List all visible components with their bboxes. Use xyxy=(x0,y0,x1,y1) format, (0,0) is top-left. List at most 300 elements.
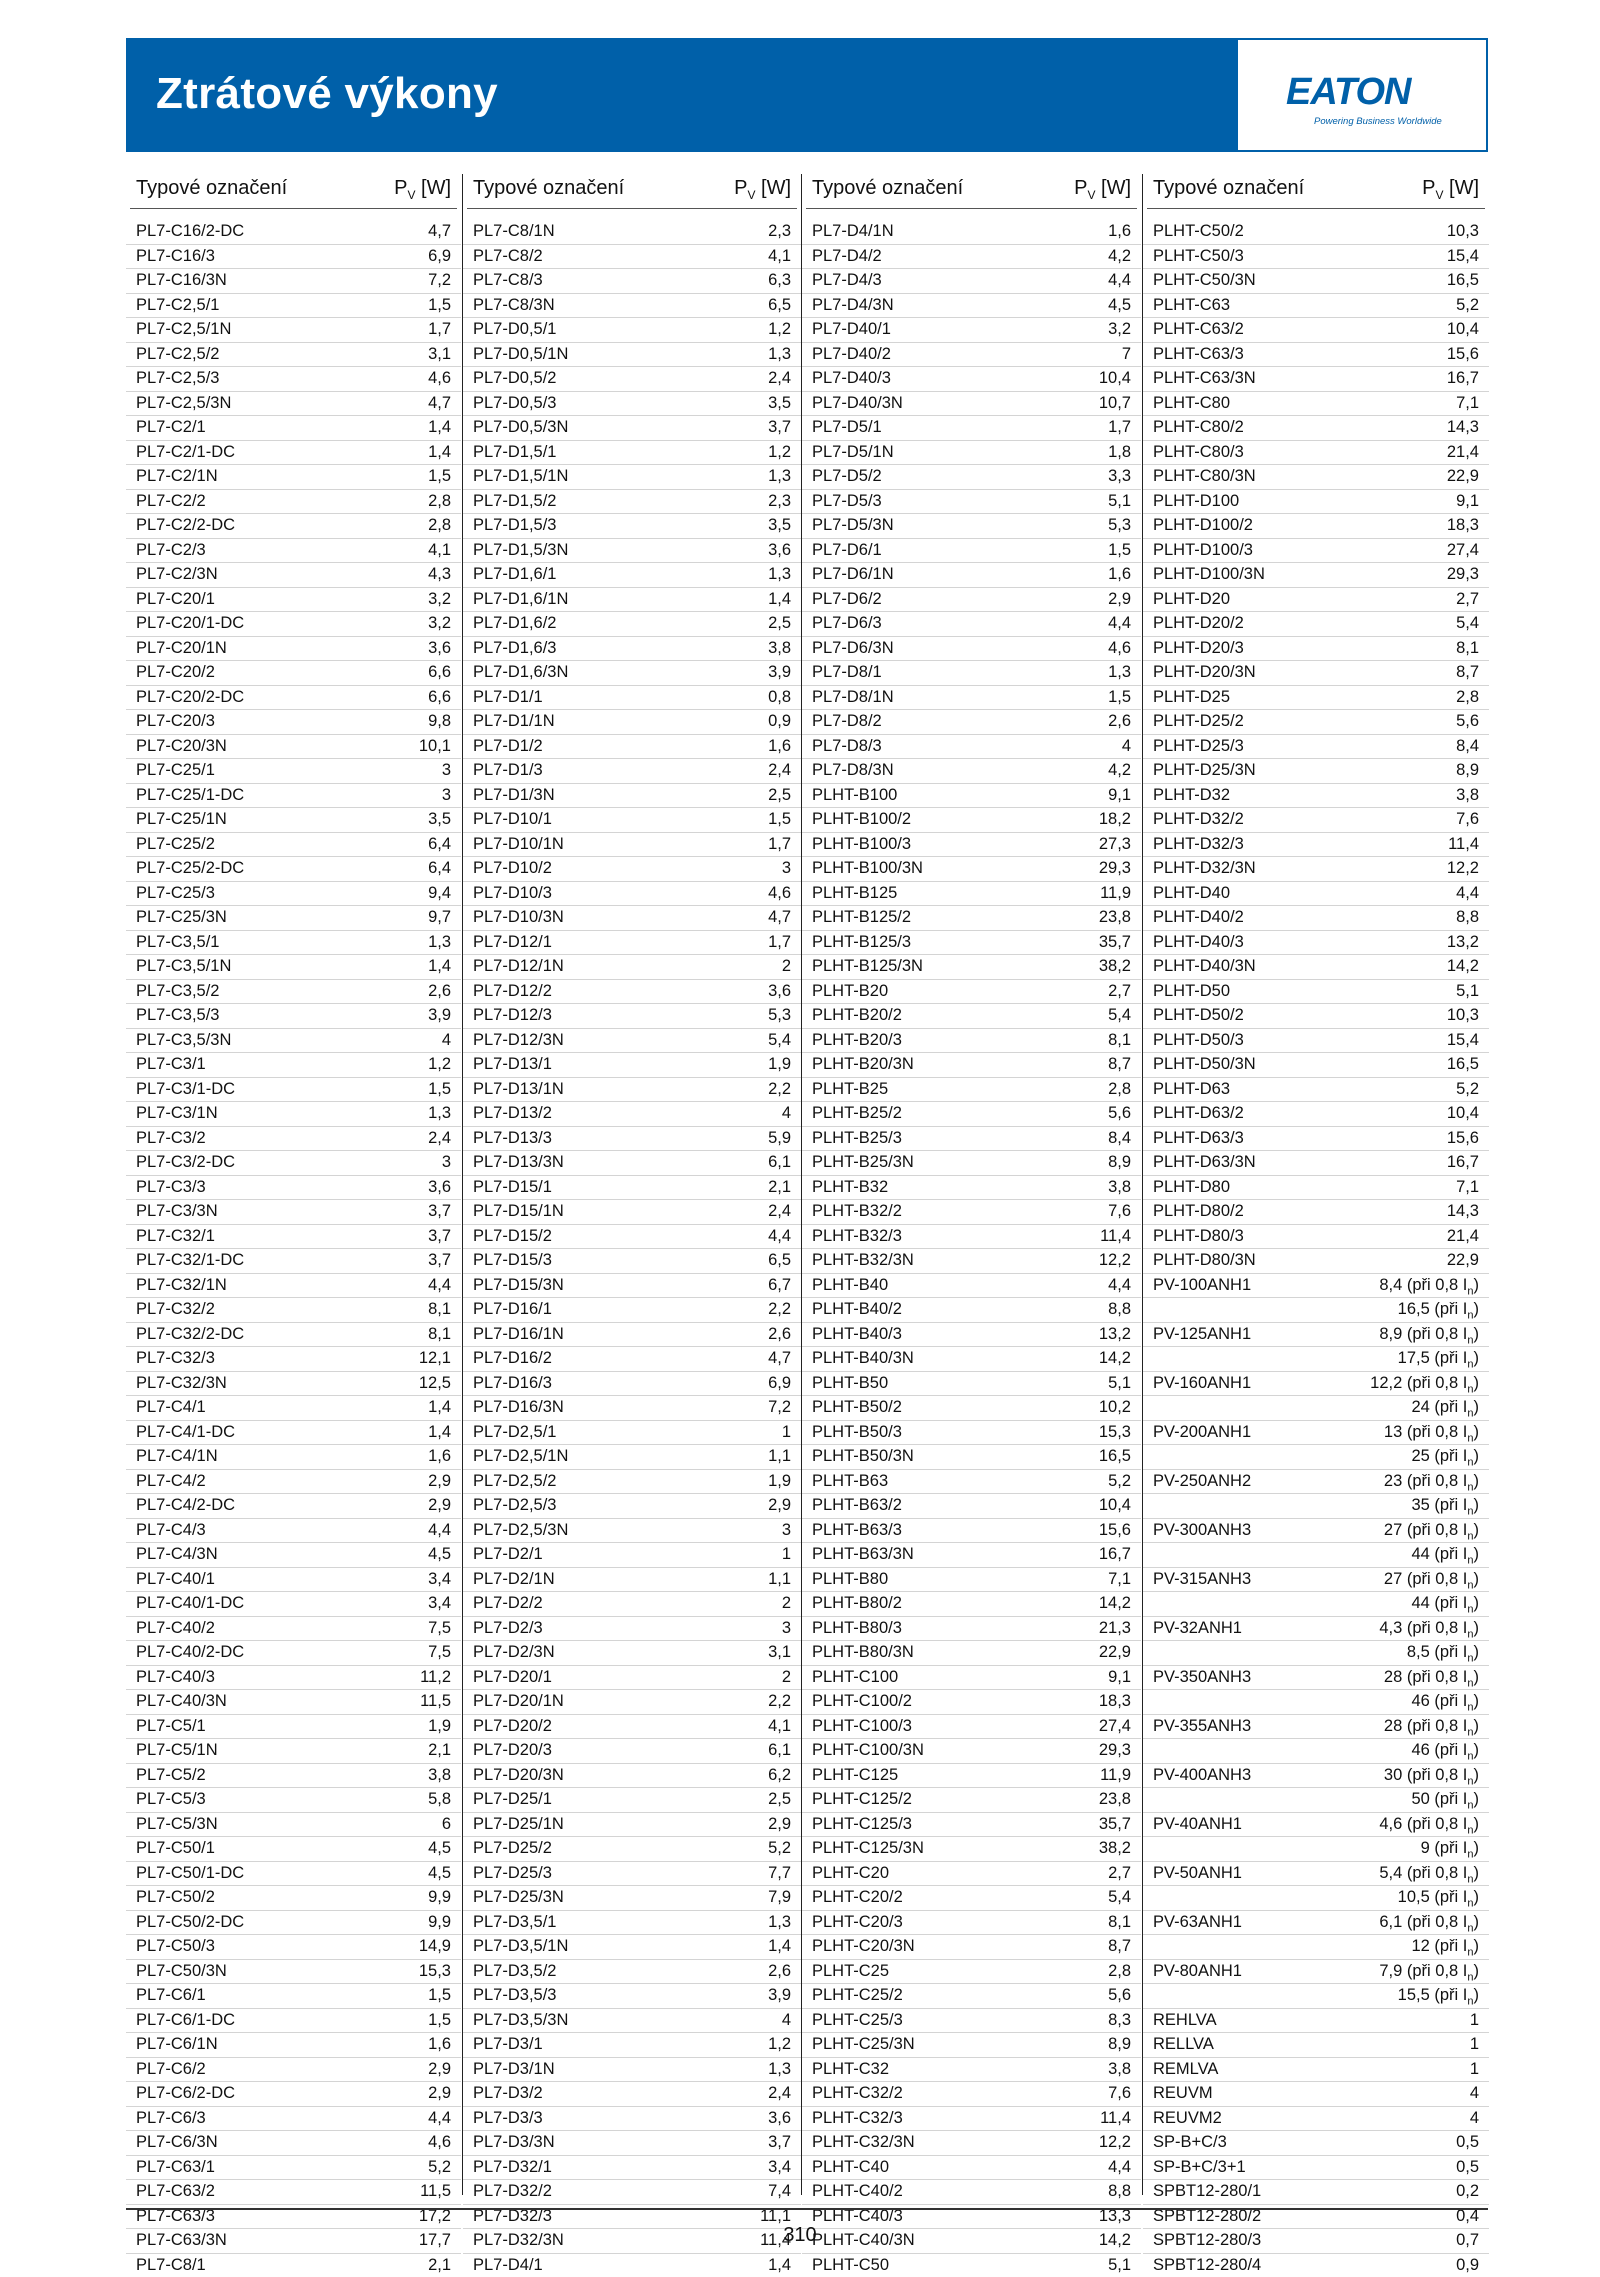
table-row xyxy=(463,783,801,808)
power-value-text: 8,1 xyxy=(1456,639,1479,657)
type-designation: PL7-C3/1N xyxy=(136,1102,218,1125)
table-row xyxy=(1143,1444,1489,1469)
power-value-text: 3,7 xyxy=(768,2133,791,2151)
table-row xyxy=(126,293,461,318)
table-row xyxy=(463,709,801,734)
power-loss-value xyxy=(768,392,791,415)
power-value-text: 7,2 xyxy=(768,1398,791,1416)
closing-paren: ) xyxy=(1474,1521,1480,1539)
header-rule xyxy=(806,208,1137,209)
type-designation: PL7-C50/1 xyxy=(136,1837,215,1860)
type-designation: PL7-D6/2 xyxy=(812,588,882,611)
power-loss-value xyxy=(1456,637,1479,660)
power-value-text: 8,7 xyxy=(1108,1055,1131,1073)
header-power-subscript: V xyxy=(1435,188,1443,202)
current-subscript: n xyxy=(1467,1432,1473,1444)
type-designation: PLHT-D63/3N xyxy=(1153,1151,1256,1174)
type-designation: PL7-C3/1 xyxy=(136,1053,206,1076)
power-loss-value xyxy=(1108,759,1131,782)
table-row xyxy=(126,464,461,489)
power-value-text: 17,5 (při I xyxy=(1398,1349,1468,1367)
type-designation: PL7-D1,6/3 xyxy=(473,637,556,660)
power-loss-value xyxy=(768,1004,791,1027)
type-designation: PL7-C25/1-DC xyxy=(136,784,244,807)
power-loss-value xyxy=(768,343,791,366)
power-value-text: 6,4 xyxy=(428,859,451,877)
type-designation: PL7-D3,5/1N xyxy=(473,1935,568,1958)
type-designation: PL7-D4/1N xyxy=(812,220,894,243)
power-loss-value xyxy=(768,1176,791,1199)
power-value-text: 3,8 xyxy=(1108,2060,1131,2078)
type-designation: PL7-D4/3 xyxy=(812,269,882,292)
power-loss-value xyxy=(428,1396,451,1419)
power-loss-value xyxy=(428,1739,451,1762)
power-loss-value xyxy=(1108,1911,1131,1934)
type-designation: PLHT-D32/3 xyxy=(1153,833,1244,856)
type-designation: PLHT-D63/3 xyxy=(1153,1127,1244,1150)
type-designation: SP-B+C/3 xyxy=(1153,2131,1227,2154)
type-designation: PLHT-C63/3N xyxy=(1153,367,1256,390)
power-value-text: 2,1 xyxy=(428,1741,451,1759)
table-row xyxy=(1143,709,1489,734)
type-designation: PL7-D1,6/1 xyxy=(473,563,556,586)
table-row xyxy=(126,1665,461,1690)
header-power-unit: [W] xyxy=(1443,177,1479,199)
power-value-text: 2,1 xyxy=(768,1178,791,1196)
type-designation: PL7-C5/2 xyxy=(136,1764,206,1787)
power-loss-value xyxy=(1108,2009,1131,2032)
table-row xyxy=(126,1248,461,1273)
table-row xyxy=(802,636,1141,661)
power-loss-value xyxy=(428,1102,451,1125)
power-loss-value xyxy=(1108,1053,1131,1076)
type-designation: PL7-C32/1N xyxy=(136,1274,227,1297)
type-designation: PL7-D12/1 xyxy=(473,931,552,954)
power-value-text: 2,9 xyxy=(428,2060,451,2078)
power-loss-value xyxy=(1108,490,1131,513)
table-row xyxy=(1143,905,1489,930)
table-row xyxy=(126,1028,461,1053)
power-value-text: 9,4 xyxy=(428,884,451,902)
power-value-text: 5,2 xyxy=(1456,1080,1479,1098)
type-designation: PLHT-C32/3 xyxy=(812,2107,903,2130)
type-designation: PLHT-C25 xyxy=(812,1960,889,1983)
power-loss-value xyxy=(428,661,451,684)
power-loss-value xyxy=(428,1837,451,1860)
type-designation: PV-100ANH1 xyxy=(1153,1274,1251,1297)
table-row xyxy=(126,1983,461,2008)
power-value-text: 2,8 xyxy=(1108,1962,1131,1980)
power-value-text: 2,8 xyxy=(428,492,451,510)
power-loss-value xyxy=(768,1568,791,1591)
column-header xyxy=(126,174,461,202)
table-row xyxy=(463,1861,801,1886)
power-value-text: 2,6 xyxy=(768,1325,791,1343)
table-row xyxy=(1143,1101,1489,1126)
power-value-text: 5,1 xyxy=(1456,982,1479,1000)
power-loss-value xyxy=(768,294,791,317)
table-row xyxy=(802,538,1141,563)
power-loss-value xyxy=(1447,1004,1479,1027)
type-designation: PL7-C16/3N xyxy=(136,269,227,292)
power-loss-value xyxy=(428,1298,451,1321)
type-designation: PLHT-C50/2 xyxy=(1153,220,1244,243)
power-loss-value xyxy=(768,1886,791,1909)
type-designation: PL7-C50/2 xyxy=(136,1886,215,1909)
table-row xyxy=(463,366,801,391)
table-row xyxy=(1143,1420,1489,1445)
power-loss-value xyxy=(1099,833,1131,856)
table-row xyxy=(126,1591,461,1616)
power-value-text: 4,1 xyxy=(768,1717,791,1735)
power-loss-value xyxy=(1456,588,1479,611)
current-subscript: n xyxy=(1467,1824,1473,1836)
table-column-3 xyxy=(801,174,1141,2195)
table-row xyxy=(126,905,461,930)
table-row xyxy=(126,1101,461,1126)
power-loss-value xyxy=(1447,539,1479,562)
closing-paren: ) xyxy=(1474,1962,1480,1980)
table-row xyxy=(802,1714,1141,1739)
closing-paren: ) xyxy=(1474,1300,1480,1318)
power-value-text: 2 xyxy=(782,957,791,975)
type-designation: PLHT-B32/3 xyxy=(812,1225,902,1248)
table-row xyxy=(802,1346,1141,1371)
type-designation: PL7-D1/1N xyxy=(473,710,555,733)
type-designation: PL7-D12/3N xyxy=(473,1029,564,1052)
power-loss-value xyxy=(768,1715,791,1738)
header-power-symbol: P xyxy=(734,177,747,199)
power-loss-value xyxy=(782,1592,791,1615)
table-row xyxy=(463,415,801,440)
power-loss-value xyxy=(1456,735,1479,758)
current-subscript: n xyxy=(1467,1995,1473,2007)
type-designation: PL7-D5/1N xyxy=(812,441,894,464)
power-loss-value xyxy=(428,539,451,562)
table-rows xyxy=(126,220,461,2277)
power-loss-value xyxy=(428,416,451,439)
closing-paren: ) xyxy=(1474,1374,1480,1392)
table-row xyxy=(463,1885,801,1910)
table-row xyxy=(126,1469,461,1494)
table-row xyxy=(1143,1297,1489,1322)
type-designation: PLHT-B63/2 xyxy=(812,1494,902,1517)
type-designation: PL7-C32/1-DC xyxy=(136,1249,244,1272)
table-row xyxy=(802,1861,1141,1886)
table-row xyxy=(126,1371,461,1396)
type-designation: PLHT-D20/3 xyxy=(1153,637,1244,660)
power-value-text: 3,5 xyxy=(768,394,791,412)
type-designation: PLHT-C50/3N xyxy=(1153,269,1256,292)
power-loss-value xyxy=(768,1470,791,1493)
type-designation: PL7-C8/2 xyxy=(473,245,543,268)
power-loss-value xyxy=(768,661,791,684)
table-row xyxy=(463,1028,801,1053)
eaton-logo xyxy=(1238,40,1486,150)
power-value-text: 12,2 xyxy=(1447,859,1479,877)
type-designation: PL7-D1,5/3N xyxy=(473,539,568,562)
table-row xyxy=(126,758,461,783)
type-designation: PL7-C2/3N xyxy=(136,563,218,586)
type-designation: PV-40ANH1 xyxy=(1153,1813,1242,1836)
type-designation: PL7-C2,5/1N xyxy=(136,318,231,341)
power-value-text: 1,3 xyxy=(768,2060,791,2078)
power-loss-value xyxy=(1099,1641,1131,1664)
power-value-text: 4,4 xyxy=(768,1227,791,1245)
type-designation: PLHT-B100/3N xyxy=(812,857,923,880)
power-value-text: 11,1 xyxy=(760,2207,791,2225)
power-value-text: 9,1 xyxy=(1108,786,1131,804)
table-row xyxy=(126,979,461,1004)
table-row xyxy=(126,1567,461,1592)
type-designation: PL7-C4/1N xyxy=(136,1445,218,1468)
power-loss-value xyxy=(428,1323,451,1346)
type-designation: PL7-D12/3 xyxy=(473,1004,552,1027)
header-type-label: Typové označení xyxy=(812,174,963,202)
table-row xyxy=(463,1567,801,1592)
type-designation: PL7-D15/3N xyxy=(473,1274,564,1297)
table-row xyxy=(463,1273,801,1298)
type-designation: PLHT-B40/3N xyxy=(812,1347,914,1370)
power-loss-value xyxy=(428,980,451,1003)
type-designation: PL7-D1,5/1N xyxy=(473,465,568,488)
power-value-text: 3,9 xyxy=(768,663,791,681)
power-loss-value xyxy=(768,1029,791,1052)
power-value-text: 4,1 xyxy=(428,541,451,559)
power-value-text: 4,2 xyxy=(1108,247,1131,265)
power-value-text: 1,6 xyxy=(428,1447,451,1465)
power-value-text: 4,7 xyxy=(768,908,791,926)
power-loss-value xyxy=(1108,588,1131,611)
table-row xyxy=(463,1542,801,1567)
power-value-text: 14,3 xyxy=(1447,1202,1479,1220)
power-loss-value xyxy=(1456,490,1479,513)
power-loss-value xyxy=(768,906,791,929)
power-value-text: 22,9 xyxy=(1447,1251,1479,1269)
type-designation: PL7-C50/2-DC xyxy=(136,1911,244,1934)
power-value-text: 4,5 xyxy=(428,1839,451,1857)
power-value-text: 8,1 xyxy=(428,1300,451,1318)
type-designation: PL7-D16/3N xyxy=(473,1396,564,1419)
closing-paren: ) xyxy=(1474,1913,1480,1931)
power-loss-value xyxy=(1108,441,1131,464)
type-designation: PL7-D32/3N xyxy=(473,2229,564,2252)
header-power-subscript: V xyxy=(407,188,415,202)
type-designation: PL7-C5/1N xyxy=(136,1739,218,1762)
header-type-label: Typové označení xyxy=(473,174,624,202)
power-value-text: 14,2 xyxy=(1099,2231,1131,2249)
closing-paren: ) xyxy=(1474,1717,1480,1735)
table-row xyxy=(1143,415,1489,440)
table-row xyxy=(802,2081,1141,2106)
power-loss-value xyxy=(1456,1078,1479,1101)
table-row xyxy=(463,832,801,857)
type-designation: PL7-C4/1 xyxy=(136,1396,206,1419)
type-designation: PL7-C6/2 xyxy=(136,2058,206,2081)
power-value-text: 15,5 (při I xyxy=(1398,1986,1468,2004)
type-designation: PL7-D8/3N xyxy=(812,759,894,782)
type-designation: PL7-D20/1 xyxy=(473,1666,552,1689)
type-designation: PL7-C20/1N xyxy=(136,637,227,660)
power-loss-value xyxy=(768,465,791,488)
power-value-text: 4,6 xyxy=(428,2133,451,2151)
power-value-text: 16,7 xyxy=(1447,369,1479,387)
type-designation: PL7-C8/1N xyxy=(473,220,555,243)
power-value-text: 4,4 xyxy=(1108,2158,1131,2176)
power-value-text: 7,5 xyxy=(428,1643,451,1661)
table-row xyxy=(1143,489,1489,514)
power-loss-value xyxy=(428,931,451,954)
power-value-text: 14,2 xyxy=(1099,1594,1131,1612)
table-row xyxy=(463,1836,801,1861)
type-designation: PLHT-C40 xyxy=(812,2156,889,2179)
power-loss-value xyxy=(768,1127,791,1150)
table-row xyxy=(1143,1371,1489,1396)
power-value-text: 12,1 xyxy=(419,1349,451,1367)
power-loss-value xyxy=(420,2180,451,2203)
table-row xyxy=(1143,1787,1489,1812)
power-loss-value xyxy=(768,1984,791,2007)
power-value-text: 4,6 (při 0,8 I xyxy=(1379,1815,1467,1833)
power-loss-value xyxy=(1456,882,1479,905)
power-loss-value xyxy=(768,1739,791,1762)
type-designation: PLHT-C40/3N xyxy=(812,2229,915,2252)
current-subscript: n xyxy=(1467,1873,1473,1885)
power-loss-value xyxy=(1099,1617,1131,1640)
power-loss-value xyxy=(1447,416,1479,439)
power-loss-value xyxy=(1099,1421,1131,1444)
type-designation: PLHT-D20 xyxy=(1153,588,1230,611)
power-value-text: 0,7 xyxy=(1456,2231,1479,2249)
power-value-text: 11,4 xyxy=(1100,2109,1131,2127)
power-loss-value xyxy=(428,833,451,856)
type-designation: PLHT-D80/3 xyxy=(1153,1225,1244,1248)
power-loss-value xyxy=(768,2131,791,2154)
power-loss-value xyxy=(428,1592,451,1615)
power-loss-value xyxy=(1100,882,1131,905)
power-value-text: 10,5 (při I xyxy=(1398,1888,1468,1906)
power-value-text: 14,2 xyxy=(1099,1349,1131,1367)
power-loss-tables xyxy=(126,174,1488,2195)
power-value-text: 15,4 xyxy=(1447,247,1479,265)
power-loss-value xyxy=(428,882,451,905)
power-loss-value xyxy=(1447,441,1479,464)
table-row xyxy=(1143,2253,1489,2277)
type-designation: PLHT-D63/2 xyxy=(1153,1102,1244,1125)
type-designation: PL7-D15/1N xyxy=(473,1200,564,1223)
power-loss-value xyxy=(1470,2033,1479,2056)
table-row xyxy=(463,2179,801,2204)
type-designation: PLHT-B100 xyxy=(812,784,897,807)
power-loss-value xyxy=(1456,2131,1479,2154)
table-row xyxy=(1143,807,1489,832)
table-row xyxy=(463,587,801,612)
power-loss-value xyxy=(428,367,451,390)
table-row xyxy=(463,1150,801,1175)
type-designation: PLHT-D20/3N xyxy=(1153,661,1256,684)
type-designation: PV-350ANH3 xyxy=(1153,1666,1251,1689)
power-value-text: 1,4 xyxy=(428,443,451,461)
power-value-text: 10,2 xyxy=(1099,1398,1131,1416)
table-row xyxy=(126,1616,461,1641)
type-designation: REUVM2 xyxy=(1153,2107,1222,2130)
power-value-text: 14,3 xyxy=(1447,418,1479,436)
power-value-text: 3,2 xyxy=(428,590,451,608)
table-row xyxy=(463,856,801,881)
power-value-text: 7,2 xyxy=(428,271,451,289)
power-value-text: 5,2 xyxy=(1456,296,1479,314)
power-value-text: 2,2 xyxy=(768,1692,791,1710)
power-value-text: 3,8 xyxy=(1456,786,1479,804)
power-value-text: 3,4 xyxy=(428,1570,451,1588)
power-value-text: 1 xyxy=(1470,2060,1479,2078)
table-row xyxy=(126,2130,461,2155)
power-value-text: 15,6 xyxy=(1447,1129,1479,1147)
power-loss-value xyxy=(1470,2082,1479,2105)
type-designation: PL7-D4/2 xyxy=(812,245,882,268)
table-row xyxy=(463,1738,801,1763)
table-column-1 xyxy=(126,174,461,2195)
power-loss-value xyxy=(419,735,451,758)
type-designation: PL7-C32/3 xyxy=(136,1347,215,1370)
power-loss-value xyxy=(1108,1274,1131,1297)
power-value-text: 3,8 xyxy=(428,1766,451,1784)
type-designation: PL7-D40/3 xyxy=(812,367,891,390)
current-subscript: n xyxy=(1467,1971,1473,1983)
table-row xyxy=(463,1077,801,1102)
type-designation: PLHT-D50/2 xyxy=(1153,1004,1244,1027)
power-value-text: 15,6 xyxy=(1099,1521,1131,1539)
power-loss-value xyxy=(428,2082,451,2105)
type-designation: PLHT-C40/2 xyxy=(812,2180,903,2203)
table-rows xyxy=(1143,220,1489,2277)
table-row xyxy=(802,807,1141,832)
power-value-text: 4 xyxy=(782,1104,791,1122)
type-designation: PL7-D6/3N xyxy=(812,637,894,660)
power-value-text: 6,7 xyxy=(768,1276,791,1294)
power-value-text: 8,1 xyxy=(428,1325,451,1343)
type-designation: PL7-D3/3 xyxy=(473,2107,543,2130)
table-row xyxy=(1143,1591,1489,1616)
power-value-text: 17,7 xyxy=(419,2231,451,2249)
table-row xyxy=(126,660,461,685)
table-row xyxy=(1143,220,1489,244)
power-loss-value xyxy=(1108,1200,1131,1223)
table-row xyxy=(1143,734,1489,759)
table-row xyxy=(463,734,801,759)
type-designation: PL7-D3,5/1 xyxy=(473,1911,556,1934)
power-value-text: 7,6 xyxy=(1108,1202,1131,1220)
type-designation: PL7-C20/3N xyxy=(136,735,227,758)
table-row xyxy=(463,440,801,465)
type-designation: PLHT-B125/3N xyxy=(812,955,923,978)
table-row xyxy=(463,1493,801,1518)
power-value-text: 23 (při 0,8 I xyxy=(1384,1472,1467,1490)
power-loss-value xyxy=(428,1764,451,1787)
closing-paren: ) xyxy=(1474,1398,1480,1416)
table-row xyxy=(463,1591,801,1616)
power-loss-value xyxy=(1108,686,1131,709)
type-designation: PV-300ANH3 xyxy=(1153,1519,1251,1542)
power-loss-value xyxy=(428,1788,451,1811)
table-row xyxy=(126,587,461,612)
header-power-symbol: P xyxy=(1422,177,1435,199)
type-designation: PL7-C3,5/1N xyxy=(136,955,231,978)
table-row xyxy=(1143,1518,1489,1543)
table-row xyxy=(1143,1493,1489,1518)
power-loss-value xyxy=(1099,906,1131,929)
power-loss-value xyxy=(1099,1249,1131,1272)
